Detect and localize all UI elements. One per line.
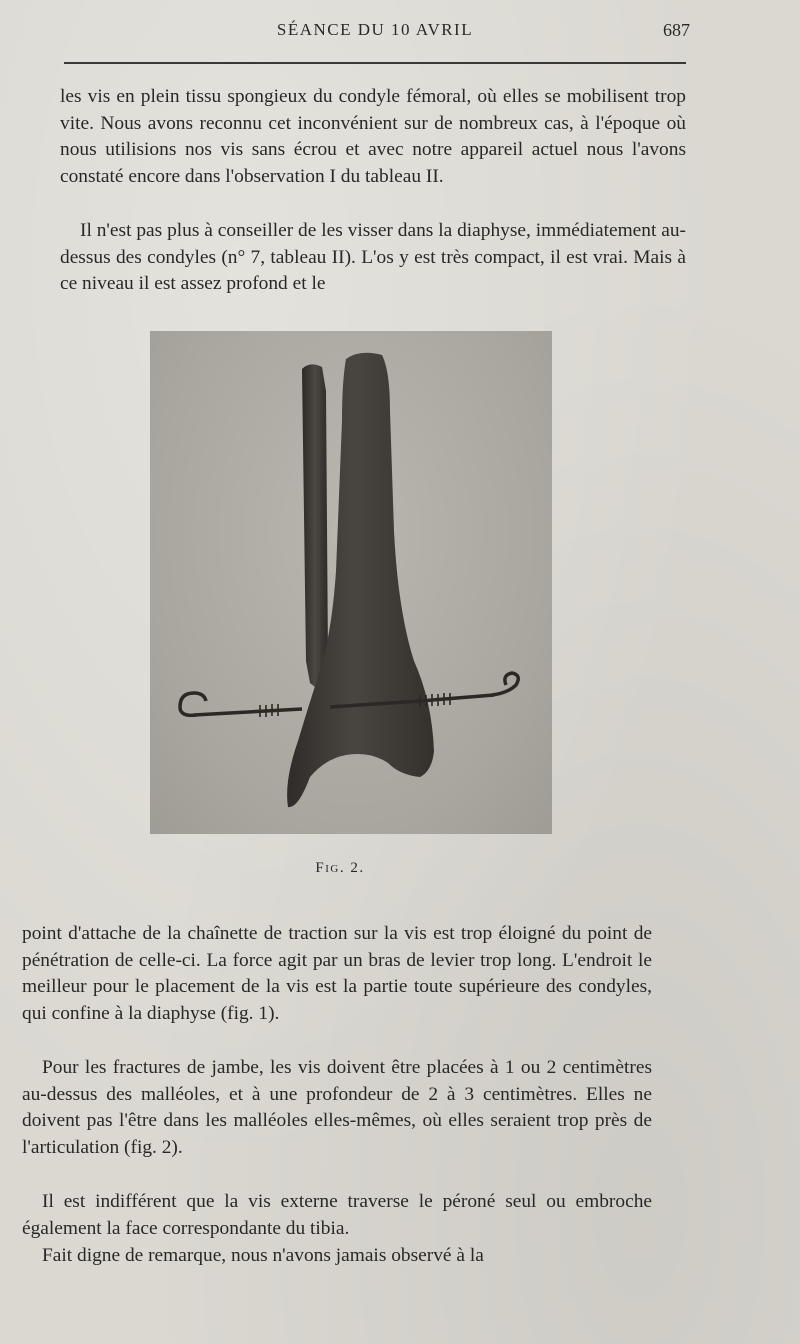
figure-caption: Fig. 2. bbox=[315, 860, 365, 876]
right-hook bbox=[492, 673, 518, 695]
paragraph-vis-externe: Il est indifférent que la vis externe traverse le péroné seul ou embroche également la face correspondante du tibia. bbox=[22, 1191, 652, 1239]
figure-bone-photo bbox=[150, 331, 552, 834]
fibula-bone bbox=[302, 364, 328, 691]
paragraph-remarque: Fait digne de remarque, nous n'avons jamais observé à la bbox=[42, 1245, 484, 1266]
paragraph-fractures-jambe: Pour les fractures de jambe, les vis doivent être placées à 1 ou 2 centimètres au-dessus des malléoles, et à une profondeur de 2 à 3 centimètres. Elles ne doivent pas l'être dans les malléoles elles-mêmes, où elles seraient trop près de l'articulation (fig. 2). bbox=[22, 1057, 652, 1159]
paragraph-diaphyse: Il n'est pas plus à conseiller de les visser dans la diaphyse, immédiatement au-dessus des condyles (n° 7, tableau II). L'os y est très compact, il est vrai. Mais à ce niveau il est assez profond et le bbox=[60, 220, 686, 295]
running-title: SÉANCE DU 10 AVRIL bbox=[276, 20, 474, 39]
page-number: 687 bbox=[663, 20, 690, 40]
header-rule bbox=[64, 62, 686, 64]
paragraph-chainette: point d'attache de la chaînette de traction sur la vis est trop éloigné du point de pénétration de celle-ci. La force agit par un bras de levier trop long. L'endroit le meilleur pour le placement de la vis est la partie toute supérieure des condyles, qui confine à la diaphyse (fig. 1). bbox=[22, 923, 652, 1025]
bone-with-screw-illustration bbox=[150, 331, 552, 834]
paragraph-condyle: les vis en plein tissu spongieux du condyle fémoral, où elles se mobilisent trop vite. Nous avons reconnu cet inconvénient sur de nombreux cas, à l'époque où nous utilisions nos vis sans écrou et avec notre appareil actuel nous l'avons constaté encore dans l'observation I du tableau II. bbox=[60, 86, 686, 188]
running-head bbox=[60, 20, 690, 46]
left-hook bbox=[180, 693, 206, 715]
